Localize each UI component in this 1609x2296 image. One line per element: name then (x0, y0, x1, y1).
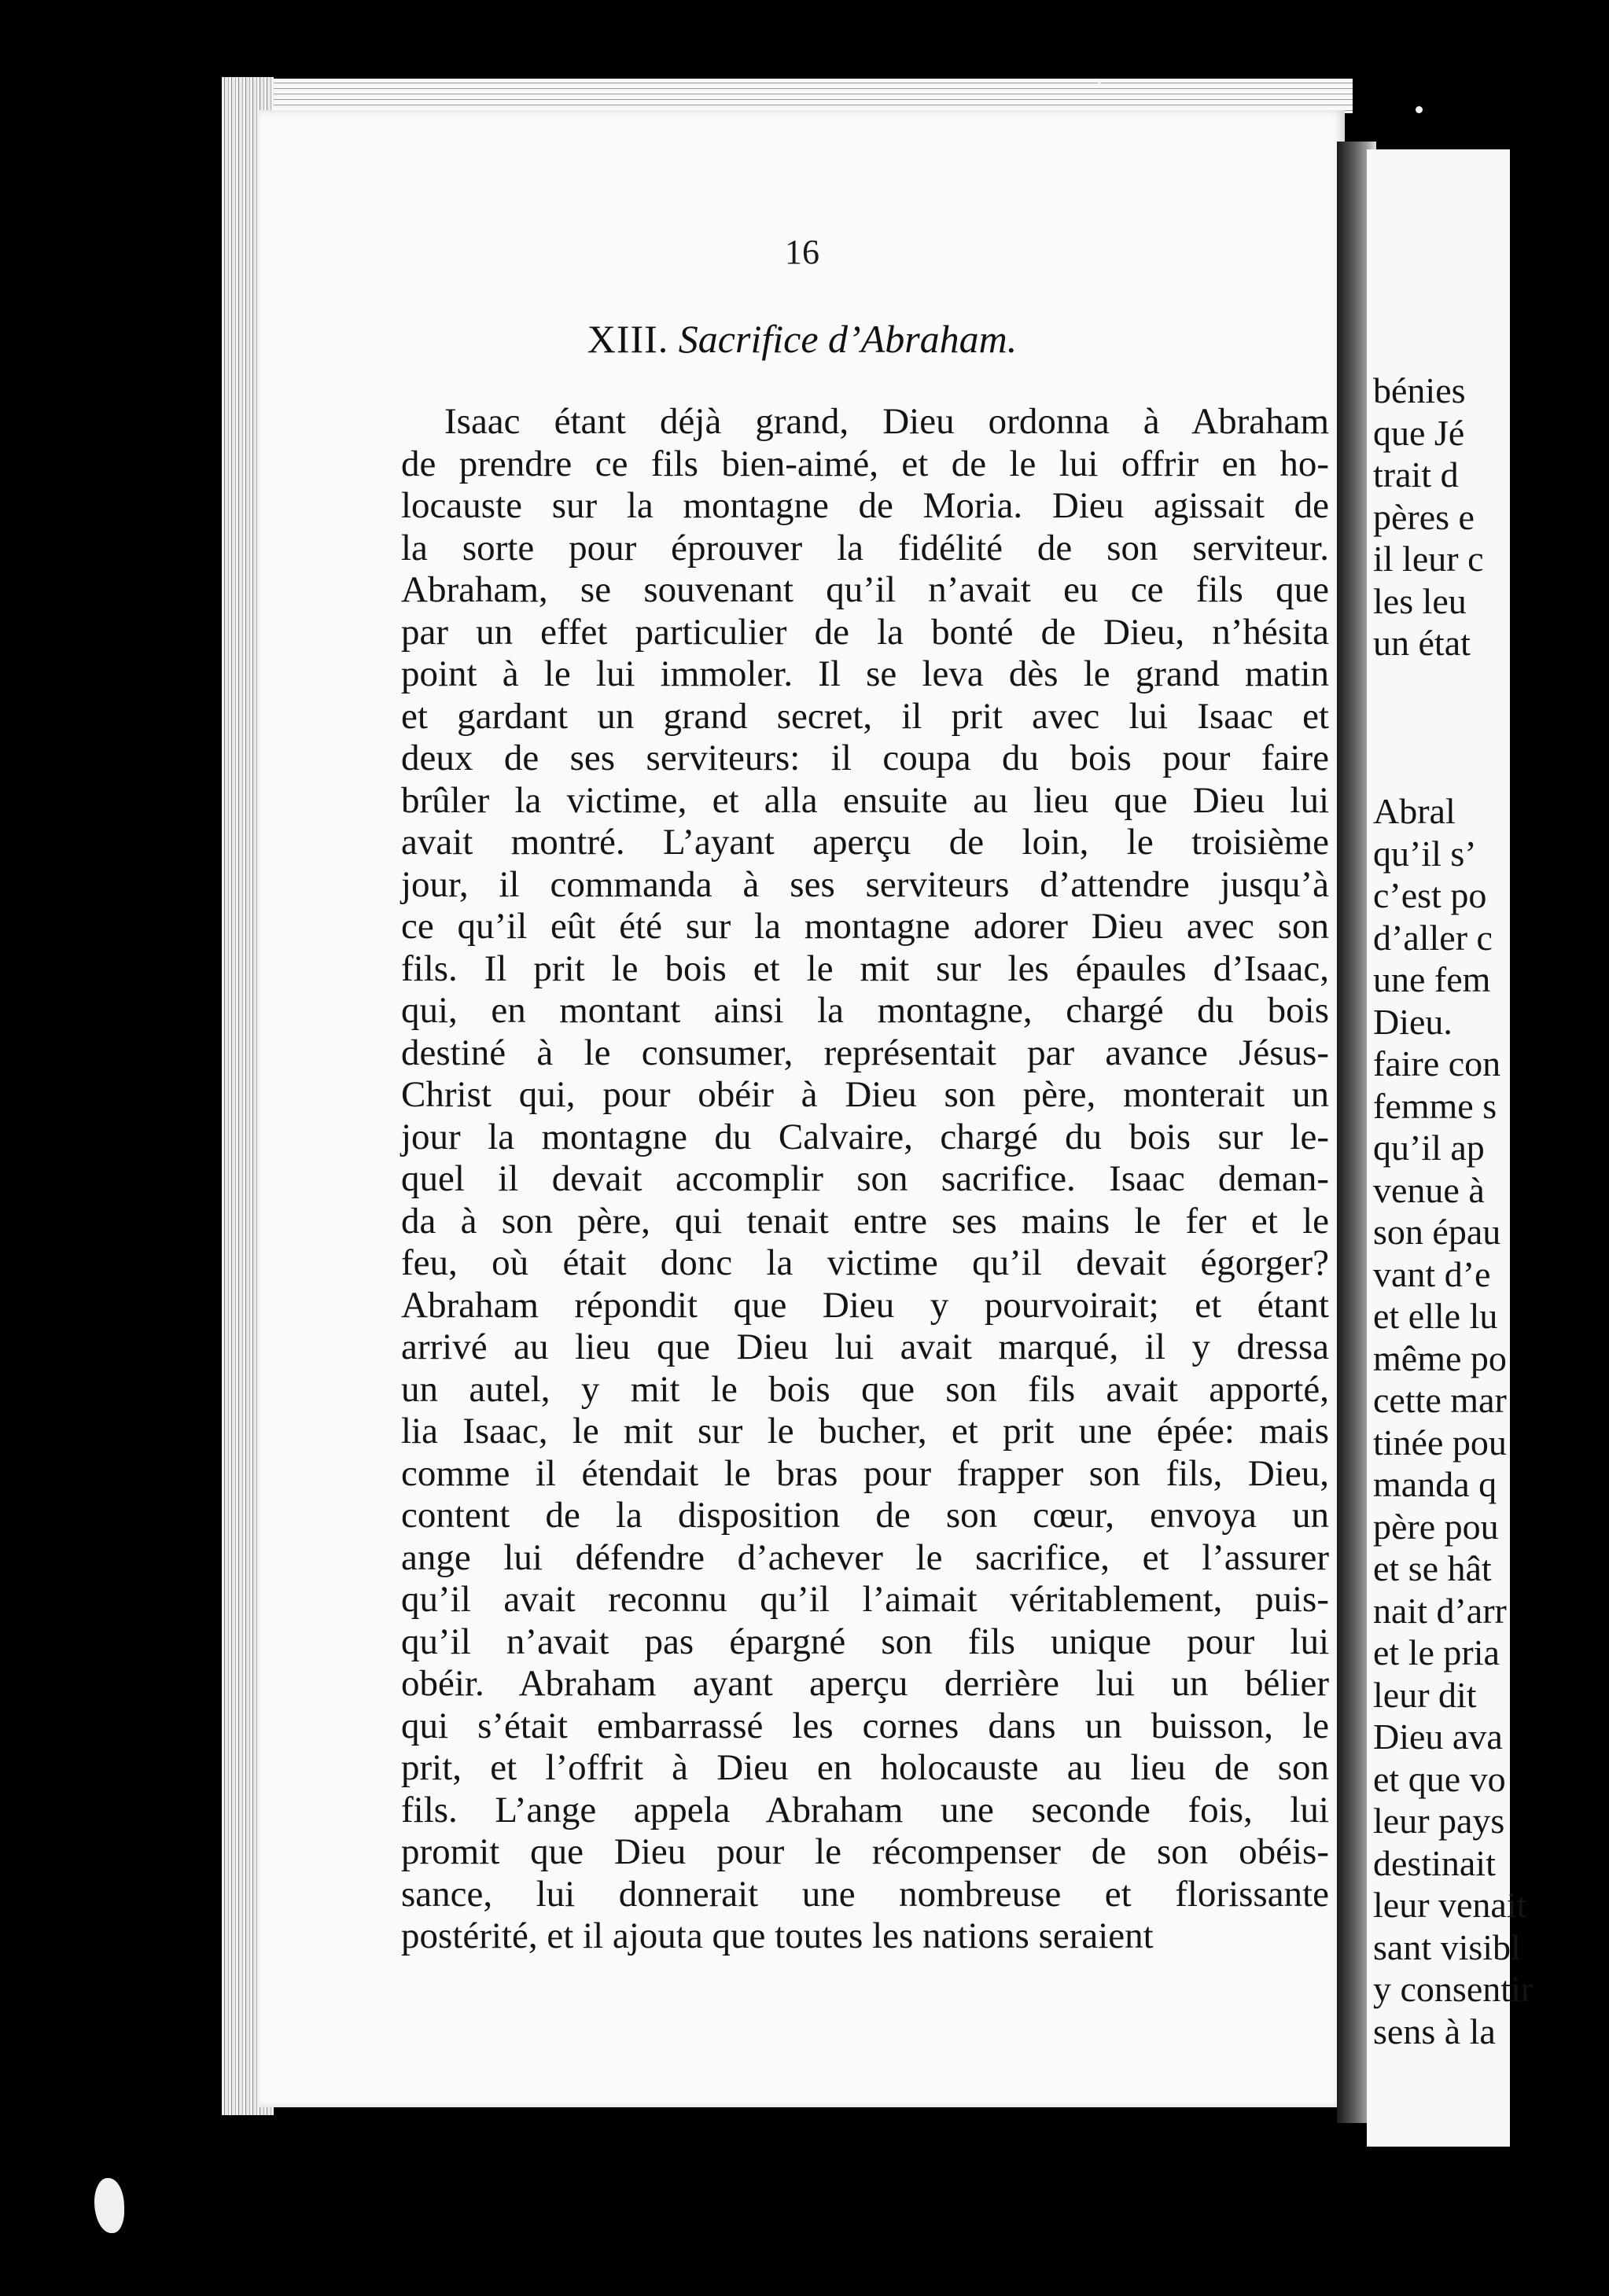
right-page-line: d’aller c (1373, 917, 1493, 958)
body-line: qu’il n’avait pas épargné son fils unique pour lui (401, 1621, 1329, 1662)
chapter-heading (260, 316, 1345, 362)
body-line: et gardant un grand secret, il prit avec lui Isaac et (401, 695, 1329, 737)
right-page-line: Abral (1373, 791, 1456, 831)
right-page-fragment (1367, 149, 1534, 2147)
page-top-edges (236, 79, 1353, 113)
right-page-line: tinée pou (1373, 1422, 1507, 1463)
right-page-line: une fem (1373, 959, 1491, 999)
body-line: brûler la victime, et alla ensuite au lieu que Dieu lui (401, 779, 1329, 821)
body-line: arrivé au lieu que Dieu lui avait marqué, il y dressa (401, 1326, 1329, 1367)
body-line: jour, il commanda à ses serviteurs d’attendre jusqu’à (401, 863, 1329, 905)
right-page-line: même po (1373, 1337, 1507, 1378)
right-page-line: sant visibl (1373, 1926, 1521, 1967)
right-page-line: Dieu ava (1373, 1716, 1503, 1757)
right-page-line: et que vo (1373, 1758, 1506, 1799)
right-page-line: et le pria (1373, 1632, 1500, 1672)
right-page-line: il leur c (1373, 539, 1484, 579)
chapter-title: Sacrifice d’Abraham. (678, 317, 1018, 361)
body-line: feu, où était donc la victime qu’il devait égorger? (401, 1242, 1329, 1283)
body-line: prit, et l’offrit à Dieu en holocauste au lieu de son (401, 1747, 1329, 1788)
body-line: quel il devait accomplir son sacrifice. Isaac deman- (401, 1158, 1329, 1199)
body-text (401, 401, 1329, 1958)
right-page-line: que Jé (1373, 412, 1465, 453)
body-line: par un effet particulier de la bonté de Dieu, n’hésita (401, 611, 1329, 653)
body-line: content de la disposition de son cœur, envoya un (401, 1495, 1329, 1536)
right-page-line: bénies (1373, 370, 1466, 410)
body-line: qu’il avait reconnu qu’il l’aimait véritablement, puis- (401, 1579, 1329, 1620)
body-line: un autel, y mit le bois que son fils avait apporté, (401, 1368, 1329, 1410)
body-line: de prendre ce fils bien-aimé, et de le lui offrir en ho- (401, 443, 1329, 484)
body-line: la sorte pour éprouver la fidélité de son serviteur. (401, 527, 1329, 568)
right-page-line: femme s (1373, 1085, 1497, 1126)
chapter-number: XIII. (587, 317, 669, 361)
right-page-line: Dieu. (1373, 1001, 1453, 1042)
right-page-line: pères e (1373, 496, 1475, 537)
body-line: comme il étendait le bras pour frapper son fils, Dieu, (401, 1452, 1329, 1494)
right-page-line: leur pays (1373, 1801, 1505, 1841)
right-page-line: un état (1373, 623, 1471, 663)
scan-artifact (94, 2178, 124, 2233)
right-page-line: cette mar (1373, 1380, 1507, 1420)
right-page-line: qu’il ap (1373, 1128, 1485, 1168)
right-page-line: vant d’e (1373, 1253, 1491, 1294)
right-page-line: sens à la (1373, 2011, 1496, 2051)
right-page-line: faire con (1373, 1043, 1501, 1084)
right-page-line: trait d (1373, 454, 1459, 495)
right-page-line: venue à (1373, 1169, 1485, 1210)
body-line: destiné à le consumer, représentait par avance Jésus- (401, 1032, 1329, 1073)
body-line: avait montré. L’ayant aperçu de loin, le troisième (401, 822, 1329, 863)
body-line: jour la montagne du Calvaire, chargé du bois sur le- (401, 1116, 1329, 1157)
body-line: sance, lui donnerait une nombreuse et florissante (401, 1873, 1329, 1915)
right-page-line: père pou (1373, 1506, 1499, 1547)
body-line: da à son père, qui tenait entre ses mains le fer et le (401, 1200, 1329, 1242)
body-line: Abraham, se souvenant qu’il n’avait eu ce fils que (401, 569, 1329, 610)
right-page-line: destinait (1373, 1842, 1496, 1883)
right-page-line: nait d’arr (1373, 1590, 1507, 1631)
body-line: deux de ses serviteurs: il coupa du bois pour faire (401, 738, 1329, 778)
right-page-line: c’est po (1373, 875, 1487, 915)
right-page-line (1373, 706, 1609, 749)
body-line: Isaac étant déjà grand, Dieu ordonna à Abraham (444, 401, 1329, 442)
body-line: qui s’était embarrassé les cornes dans un buisson, le (401, 1705, 1329, 1746)
right-page-line: les leu (1373, 580, 1467, 621)
right-page-line: et se hât (1373, 1548, 1492, 1588)
body-line: ce qu’il eût été sur la montagne adorer Dieu avec son (401, 906, 1329, 947)
body-line: fils. L’ange appela Abraham une seconde fois, lui (401, 1789, 1329, 1831)
body-line: postérité, et il ajouta que toutes les nations seraient (401, 1915, 1154, 1956)
left-page (260, 110, 1345, 2107)
body-line: fils. Il prit le bois et le mit sur les épaules d’Isaac, (401, 947, 1329, 989)
right-page-line: son épau (1373, 1212, 1501, 1252)
body-line: ange lui défendre d’achever le sacrifice, et l’assurer (401, 1536, 1329, 1578)
page-number: 16 (785, 233, 819, 271)
body-line: lia Isaac, le mit sur le bucher, et prit une épée: mais (401, 1411, 1329, 1452)
scan-speck (1097, 79, 1102, 83)
right-page-line: leur venait (1373, 1885, 1527, 1925)
body-line: obéir. Abraham ayant aperçu derrière lui un bélier (401, 1663, 1329, 1704)
right-page-line: leur dit (1373, 1674, 1477, 1715)
right-page-line: manda q (1373, 1464, 1497, 1504)
right-page-line: et elle lu (1373, 1296, 1498, 1336)
right-page-line: y consentir (1373, 1969, 1534, 2009)
body-line: promit que Dieu pour le récompenser de son obéis- (401, 1831, 1329, 1872)
right-page-line (1373, 664, 1609, 707)
right-page-line: qu’il s’ (1373, 833, 1477, 874)
body-line: point à le lui immoler. Il se leva dès le grand matin (401, 653, 1329, 694)
right-page-line (1373, 749, 1609, 791)
body-line: Abraham répondit que Dieu y pourvoirait; et étant (401, 1284, 1329, 1326)
right-page-text (1373, 370, 1609, 2052)
body-line: Christ qui, pour obéir à Dieu son père, monterait un (401, 1074, 1329, 1115)
body-line: qui, en montant ainsi la montagne, chargé du bois (401, 990, 1329, 1031)
body-line: locauste sur la montagne de Moria. Dieu agissait de (401, 485, 1329, 526)
scan-speck (1416, 106, 1423, 113)
